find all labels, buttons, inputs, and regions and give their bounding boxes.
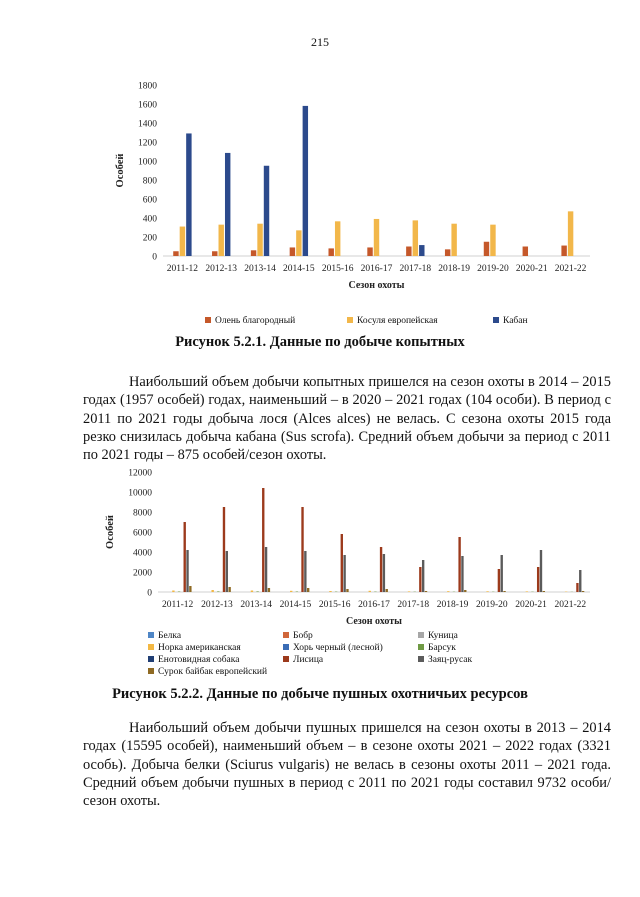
legend-swatch (347, 317, 353, 323)
legend-item-beaver (283, 631, 313, 641)
bar (301, 507, 303, 592)
bar (461, 556, 463, 592)
x-tick-label: 2016-17 (360, 264, 393, 274)
bar (268, 588, 270, 592)
legend-item-polecat (283, 643, 383, 653)
bar (537, 567, 539, 592)
y-tick-label: 1000 (138, 157, 157, 168)
legend-label: Олень благородный (215, 316, 296, 326)
bar (568, 211, 573, 256)
y-tick-label: 10000 (128, 488, 152, 499)
y-tick-label: 1200 (138, 138, 157, 149)
bar (346, 589, 348, 592)
x-tick-label: 2017-18 (399, 264, 432, 274)
bar (226, 551, 228, 592)
bar (369, 591, 371, 592)
bar (425, 591, 427, 592)
bar (576, 583, 578, 592)
legend-label: Бобр (293, 631, 313, 641)
y-tick-label: 200 (142, 233, 157, 244)
bar (335, 221, 340, 256)
x-tick-label: 2011-12 (166, 264, 199, 274)
bar (262, 488, 264, 592)
bar (173, 251, 178, 256)
bar (217, 591, 219, 592)
bar (498, 569, 500, 592)
bar (486, 591, 488, 592)
bar (447, 591, 449, 592)
bar (458, 537, 460, 592)
legend-item-red-deer (205, 316, 295, 326)
bar (451, 224, 456, 256)
bar (543, 591, 545, 592)
x-tick-label: 2015-16 (321, 264, 354, 274)
bar (328, 248, 333, 256)
legend-item-marmot (148, 667, 267, 677)
legend-item-roe-deer (347, 316, 438, 326)
y-tick-label: 6000 (133, 528, 152, 539)
legend-label: Енотовидная собака (158, 655, 240, 665)
legend-swatch (418, 632, 424, 638)
legend-item-marten (418, 631, 458, 641)
bar (386, 589, 388, 592)
legend-label: Лисица (293, 655, 324, 665)
bar (257, 224, 262, 256)
bar (582, 591, 584, 592)
bar (561, 246, 566, 256)
bar (186, 550, 188, 592)
bar (307, 588, 309, 592)
legend-label: Хорь черный (лесной) (293, 643, 383, 653)
legend-swatch (418, 644, 424, 650)
legend-label: Куница (428, 631, 458, 641)
y-axis-label: Особей (105, 515, 116, 549)
legend-label: Сурок байбак европейский (158, 667, 268, 677)
bar (264, 166, 269, 256)
x-tick-label: 2015-16 (318, 600, 351, 610)
y-tick-label: 0 (152, 252, 157, 263)
bar (184, 522, 186, 592)
figure1-caption: Рисунок 5.2.1. Данные по добыче копытных (175, 334, 465, 350)
bar (223, 507, 225, 592)
page-number: 215 (311, 35, 329, 49)
x-tick-label: 2021-22 (554, 600, 587, 610)
bar (367, 247, 372, 256)
x-tick-label: 2014-15 (283, 264, 315, 274)
legend-item-squirrel (148, 631, 181, 641)
bar (219, 225, 224, 256)
bar (501, 555, 503, 592)
legend-swatch (283, 644, 289, 650)
bar (296, 230, 301, 256)
y-tick-label: 600 (142, 195, 157, 206)
bar (490, 225, 495, 256)
bar (186, 133, 191, 256)
bar (503, 591, 505, 592)
x-tick-label: 2014-15 (279, 600, 312, 610)
x-tick-label: 2018-19 (436, 600, 469, 610)
legend-label: Заяц-русак (428, 655, 473, 665)
legend-label: Барсук (428, 643, 456, 653)
bar (251, 250, 256, 256)
legend-swatch (148, 632, 154, 638)
bar (413, 220, 418, 256)
y-tick-label: 0 (147, 588, 152, 599)
bar (383, 554, 385, 592)
bar (178, 592, 180, 593)
bar (419, 245, 424, 256)
legend-label: Норка американская (158, 643, 241, 653)
legend-swatch (418, 656, 424, 662)
bar (464, 590, 466, 592)
bar (290, 247, 295, 256)
bar (180, 227, 185, 256)
x-tick-label: 2013-14 (244, 264, 276, 274)
legend-item-american-mink (148, 643, 241, 653)
y-tick-label: 4000 (133, 548, 152, 559)
bar (380, 547, 382, 592)
legend-swatch (283, 632, 289, 638)
bar (445, 249, 450, 256)
x-tick-label: 2020-21 (515, 600, 547, 610)
x-tick-label: 2017-18 (397, 600, 430, 610)
y-tick-label: 1800 (138, 81, 157, 92)
bar (303, 106, 308, 256)
fur-animals-chart (0, 460, 640, 630)
y-tick-label: 8000 (133, 508, 152, 519)
legend-label: Кабан (503, 316, 528, 326)
y-tick-label: 2000 (133, 568, 152, 579)
legend-item-badger (418, 643, 456, 653)
bar (526, 591, 528, 592)
x-tick-label: 2012-13 (201, 600, 233, 610)
legend-swatch (148, 644, 154, 650)
x-axis-label: Сезон охоты (348, 280, 405, 291)
y-axis-label: Особей (115, 153, 126, 188)
x-tick-label: 2018-19 (438, 264, 470, 274)
bar (304, 551, 306, 592)
bar (172, 591, 174, 593)
x-tick-label: 2013-14 (240, 600, 273, 610)
bar (523, 247, 528, 257)
chart1-legend (0, 316, 640, 330)
bar (579, 570, 581, 592)
figure2-caption: Рисунок 5.2.2. Данные по добыче пушных охотничьих ресурсов (112, 686, 528, 702)
legend-swatch (148, 668, 154, 674)
bar (225, 153, 230, 256)
y-tick-label: 12000 (128, 468, 152, 479)
bar (484, 242, 489, 256)
bar (228, 587, 230, 592)
y-tick-label: 800 (142, 176, 157, 187)
bar (540, 550, 542, 592)
bar (343, 555, 345, 592)
x-tick-label: 2019-20 (477, 264, 509, 274)
legend-item-hare (418, 655, 472, 665)
bar (374, 219, 379, 256)
bar (296, 592, 298, 593)
bar (290, 591, 292, 592)
legend-swatch (493, 317, 499, 323)
bar (256, 591, 258, 592)
bar (251, 591, 253, 593)
x-tick-label: 2011-12 (161, 600, 194, 610)
x-tick-label: 2021-22 (554, 264, 587, 274)
legend-label: Косуля европейская (357, 316, 438, 326)
bar (406, 247, 411, 257)
bar (419, 567, 421, 592)
bar (189, 586, 191, 592)
y-tick-label: 1400 (138, 119, 157, 130)
paragraph-fur: Наибольший объем добычи пушных пришелся на сезон охоты в 2013 – 2014 годах (15595 особей), наименьший объем – в сезоне охоты 2021 – 2022 годах (3321 особь). Добыча белки (Sciurus vulgaris) не велась в сезоны охоты 2011 – 2021 года. Средний объем добычи пушных в период с 2011 по 2021 годы составил 9732 особи/сезон охоты. (83, 720, 611, 810)
bar (408, 591, 410, 592)
legend-swatch (283, 656, 289, 662)
legend-swatch (148, 656, 154, 662)
x-axis-label: Сезон охоты (346, 616, 402, 627)
x-tick-label: 2019-20 (475, 600, 508, 610)
chart2-legend (0, 631, 640, 683)
x-tick-label: 2012-13 (205, 264, 238, 274)
x-tick-label: 2020-21 (515, 264, 548, 274)
bar (329, 591, 331, 592)
x-tick-label: 2016-17 (358, 600, 390, 610)
bar (211, 590, 213, 592)
y-tick-label: 1600 (138, 100, 157, 111)
legend-item-wild-boar (493, 316, 528, 326)
legend-item-raccoon-dog (148, 655, 239, 665)
legend-label: Белка (158, 631, 182, 641)
bar (265, 547, 267, 592)
legend-item-fox (283, 655, 323, 665)
bar (422, 560, 424, 592)
legend-swatch (205, 317, 211, 323)
bar (212, 251, 217, 256)
paragraph-ungulates: Наибольший объем добычи копытных пришелся на сезон охоты в 2014 – 2015 годах (1957 особей) годах, наименьший – в 2020 – 2021 годах (104 особи). В период с 2011 по 2021 годы добыча лося (Alces alces) не велась. С сезона охоты 2015 года резко снизилась добыча кабана (Sus scrofa). Средний объем добычи за период с 2011 по 2021 годы – 875 особей/сезон охоты. (83, 374, 611, 464)
bar (341, 534, 343, 592)
y-tick-label: 400 (142, 214, 157, 225)
